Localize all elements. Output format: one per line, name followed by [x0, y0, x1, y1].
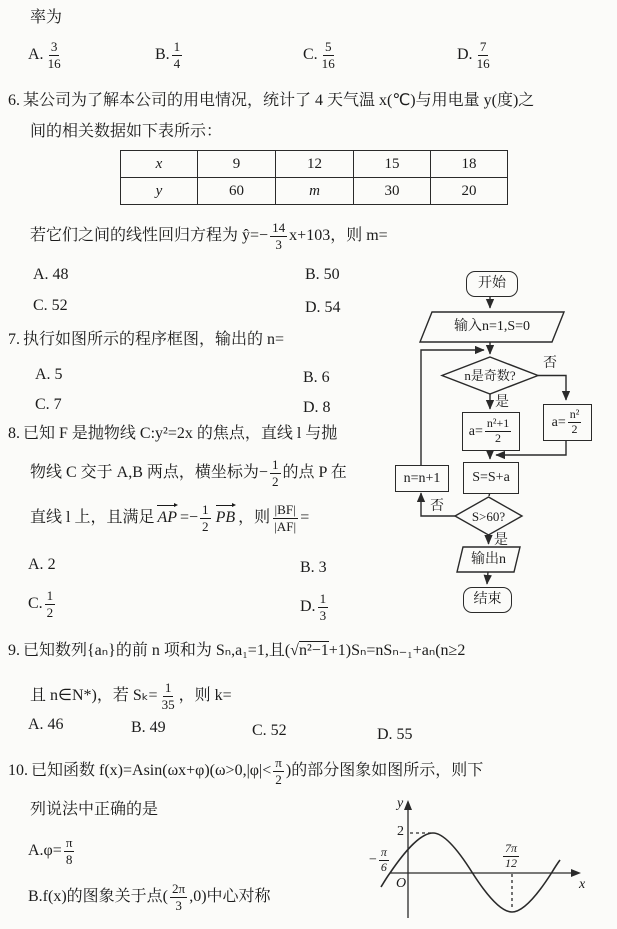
- y-axis-label: y: [397, 796, 404, 811]
- q7-option-d: D. 8: [303, 399, 331, 416]
- sine-graph: [355, 795, 595, 929]
- q7-option-a: A. 5: [35, 366, 63, 383]
- q5-option-d: [457, 34, 494, 76]
- input-node: 输入n=1,S=0: [453, 319, 531, 334]
- q9-option-a: A. 46: [28, 716, 64, 733]
- q6-option-b: B. 50: [305, 266, 340, 283]
- q10-option-b: B.f(x)的图象关于点( $\frac{2\pi}{3}$ ,0)中心对称: [28, 881, 271, 913]
- q5-option-a: [28, 34, 65, 76]
- fraction: $\frac{1}{2}$: [271, 457, 279, 489]
- x-axis-label: x: [579, 877, 586, 892]
- end-node: 结束: [463, 587, 512, 613]
- fraction: $\frac{\pi}{2}$: [275, 755, 282, 787]
- option-label: D.: [457, 46, 473, 64]
- trough-x-label: [501, 842, 521, 871]
- fraction: $\frac{7\pi}{12}$: [505, 841, 518, 870]
- vector-AP: AP: [157, 509, 177, 527]
- q7-option-c: C. 7: [35, 396, 62, 413]
- decision-odd-node: n是奇数?: [464, 368, 516, 383]
- fraction: $\frac{2\pi}{3}$: [172, 881, 186, 913]
- no-label: 否: [543, 356, 557, 371]
- q8-option-c: C. $\frac{1}{2}$: [28, 588, 54, 620]
- sine-graph-canvas: [355, 795, 595, 929]
- fraction: $\frac{1}{4}$: [173, 39, 181, 71]
- q7-text: 7. 执行如图所示的程序框图，输出的 n=: [8, 331, 285, 348]
- flowchart: [388, 265, 615, 623]
- sum-node: S=S+a: [463, 462, 519, 494]
- fraction: $\frac{5}{16}$: [321, 39, 335, 71]
- fraction: $\frac{14}{3}$: [272, 220, 286, 252]
- q8-line3: 直线 l 上，且满足 AP =− $\frac{1}{2}$ PB ，则 $\frac{|BF|}{|AF|}$ =: [30, 502, 310, 534]
- radicand: n²−1: [298, 642, 329, 659]
- q9-line1: 9. 已知数列{aₙ}的前 n 项和为 Sₙ,a₁=1,且(√n²−1+1)Sₙ=nSₙ₋₁+aₙ(n≥2: [8, 642, 466, 659]
- odd-assign-node: a= $\frac{\text{n²+1}}{2}$: [462, 412, 520, 451]
- q5-option-c: [303, 34, 339, 76]
- fraction: $\frac{1}{2}$: [202, 502, 209, 534]
- increment-node: n=n+1: [395, 465, 449, 492]
- q9-option-c: C. 52: [252, 722, 287, 739]
- fraction: $\frac{7}{16}$: [476, 39, 490, 71]
- q10-line1: 10. 已知函数 f(x)=Asin(ωx+φ)(ω>0,|φ|< $\frac{\pi}{2}$ )的部分图象如图所示，则下: [8, 755, 484, 787]
- table-row: y 60 m 30 20: [121, 178, 508, 205]
- option-label: A.: [28, 46, 44, 64]
- start-node: 开始: [466, 271, 518, 297]
- fraction: $\frac{3}{16}$: [47, 39, 61, 71]
- q8-line2: 物线 C 交于 A,B 两点，横坐标为− $\frac{1}{2}$ 的点 P 在: [30, 457, 347, 489]
- question-number: 9.: [8, 642, 20, 659]
- q9-line2: 且 n∈N*)，若 Sₖ= $\frac{1}{35}$ ，则 k=: [30, 680, 232, 712]
- q6-line2: 间的相关数据如下表所示：: [30, 123, 223, 140]
- question-number: 7.: [8, 331, 20, 348]
- fraction: $\frac{1}{3}$: [319, 591, 327, 623]
- q6-line1: 6. 某公司为了解本公司的用电情况，统计了 4 天气温 x(℃)与用电量 y(度)之: [8, 92, 535, 109]
- fraction: $\frac{1}{35}$: [161, 680, 175, 712]
- fraction: $\frac{\pi}{6}$: [380, 845, 387, 874]
- origin-label: O: [396, 876, 407, 891]
- fraction: $\frac{\text{n²}}{2}$: [569, 407, 580, 436]
- fraction: $\frac{\text{n²+1}}{2}$: [486, 416, 510, 445]
- option-label: B.: [155, 46, 170, 64]
- output-node: 输出n: [471, 551, 506, 567]
- data-table: [120, 150, 508, 205]
- q6-option-a: A. 48: [33, 266, 69, 283]
- fraction: $\frac{1}{2}$: [46, 588, 54, 620]
- amplitude-label: 2: [397, 824, 404, 839]
- x-axis-arrow: [571, 869, 581, 877]
- question-number: 8.: [8, 425, 20, 442]
- vector-PB: PB: [215, 509, 236, 527]
- q10-line2: 列说法中正确的是: [30, 801, 159, 818]
- q6-option-d: D. 54: [305, 299, 341, 316]
- q5-option-b: [155, 34, 184, 76]
- table-row: x 9 12 15 18: [121, 151, 508, 178]
- q6-option-c: C. 52: [33, 297, 68, 314]
- q8-option-a: A. 2: [28, 556, 56, 573]
- q7-option-b: B. 6: [303, 369, 330, 386]
- option-label: C.: [303, 46, 318, 64]
- q8-option-d: D. $\frac{1}{3}$: [300, 591, 327, 623]
- yes-label: 是: [494, 533, 508, 548]
- q9-option-b: B. 49: [131, 719, 166, 736]
- even-assign-node: a= $\frac{\text{n²}}{2}$: [543, 404, 592, 441]
- q5-lead: 率为: [30, 9, 63, 26]
- q9-option-d: D. 55: [377, 726, 413, 743]
- yes-label: 是: [495, 395, 509, 410]
- q6-formula: 若它们之间的线性回归方程为 ŷ=− $\frac{14}{3}$ x+103，则 m=: [30, 220, 388, 252]
- question-number: 6.: [8, 92, 20, 109]
- decision-sum-node: S>60?: [471, 508, 506, 524]
- y-axis-arrow: [404, 800, 412, 810]
- fraction: $\frac{\pi}{8}$: [65, 835, 73, 867]
- question-number: 10.: [8, 762, 28, 780]
- q10-option-a: A.φ= $\frac{\pi}{8}$: [28, 835, 73, 867]
- fraction: $\frac{|BF|}{|AF|}$: [274, 502, 297, 534]
- no-label: 否: [430, 499, 444, 514]
- q8-option-b: B. 3: [300, 559, 327, 576]
- q8-line1: 8. 已知 F 是抛物线 C:y²=2x 的焦点，直线 l 与抛: [8, 425, 338, 442]
- x-intercept-label: − $\frac{\pi}{6}$: [369, 845, 387, 874]
